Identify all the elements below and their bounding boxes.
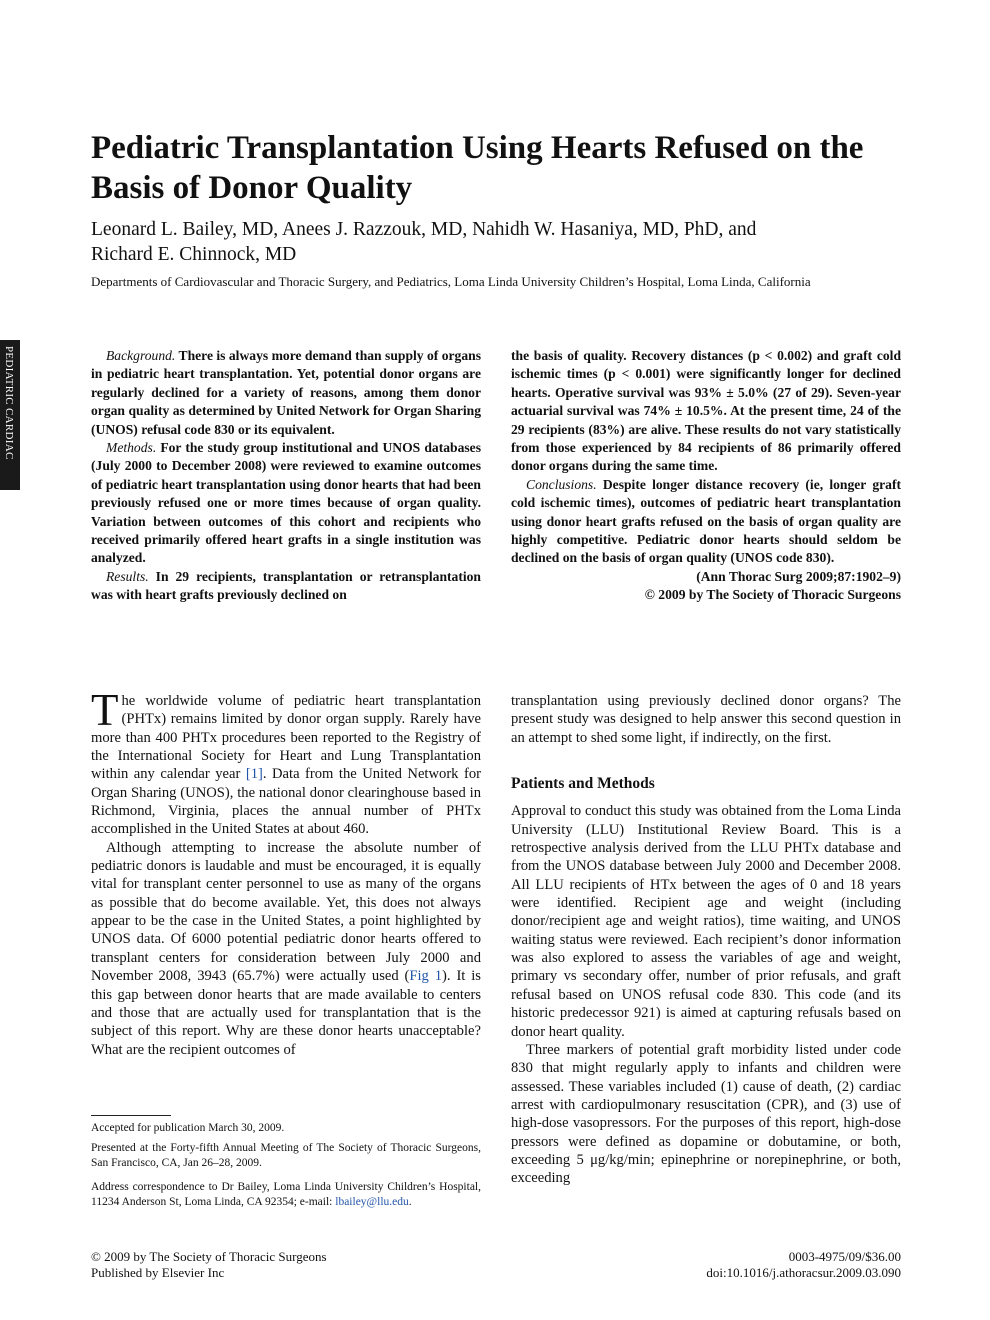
abstract-results-cont: the basis of quality. Recovery distances (p < 0.002) and graft cold ischemic times (p < 0.001) were significantly longer for declined hearts. Operative survival was 93% ± 5.0% (27 of 29). Seven-year actuarial survival was 74% ± 10.5%. At the present time, 24 of the 29 recipients (83%) are alive. These results do not vary statistically from those experienced by 84 recipients of 86 primarily offered donor organs during the same time.	[511, 348, 901, 474]
results-label: Results.	[106, 568, 149, 584]
copyright-line: © 2009 by The Society of Thoracic Surgeons	[91, 1249, 327, 1264]
abstract-left-column	[91, 347, 481, 605]
author-list	[91, 217, 911, 267]
drop-cap: T	[91, 685, 119, 735]
footnote-accepted: Accepted for publication March 30, 2009.	[91, 1122, 285, 1134]
article-title: Pediatric Transplantation Using Hearts Refused on the Basis of Donor Quality	[91, 130, 864, 206]
publisher-line: Published by Elsevier Inc	[91, 1264, 225, 1280]
abstract-copyright: © 2009 by The Society of Thoracic Surgeons	[644, 587, 901, 603]
doi-line: doi:10.1016/j.athoracsur.2009.03.090	[706, 1264, 901, 1280]
abstract-methods: Methods. For the study group institutional and UNOS databases (July 2000 to December 2008) were reviewed to examine outcomes of pediatric heart transplantation using donor hearts that had been previously refused one or more times because of organ quality. Variation between outcomes of this cohort and recipients who received primarily offered heart grafts in a single institution was analyzed.	[91, 440, 481, 566]
abstract-conclusions: Conclusions. Despite longer distance recovery (ie, longer graft cold ischemic times), outcomes of pediatric heart transplantation using donor heart grafts refused on the basis of organ quality are highly competitive. Pediatric donor hearts should seldom be declined on the basis of organ quality (UNOS code 830).	[511, 476, 901, 566]
authors-line-2: Richard E. Chinnock, MD	[91, 244, 297, 265]
body-left-column	[91, 685, 481, 1059]
figure-link-1[interactable]: Fig 1	[409, 968, 443, 985]
footnote-address: Address correspondence to Dr Bailey, Loma Linda University Children’s Hospital, 11234 Anderson St, Loma Linda, CA 92354; e-mail: lbailey@llu.edu.	[91, 1181, 481, 1208]
abstract-results: Results. In 29 recipients, transplantation or retransplantation was with heart grafts previously declined on	[91, 568, 481, 603]
reference-link-1[interactable]: [1]	[245, 766, 263, 783]
publisher-info	[91, 1249, 327, 1280]
journal-citation: (Ann Thorac Surg 2009;87:1902–9)	[696, 568, 901, 584]
issn-line: 0003-4975/09/$36.00	[788, 1249, 901, 1264]
methods-paragraph-1: Approval to conduct this study was obtained from the Loma Linda University (LLU) Institutional Review Board. This is a retrospective analysis derived from the LLU PHTx database and from the UNOS database between July 2000 and December 2008. All LLU recipients of HTx between the ages of 0 and 18 years were identified. Recipient age and weight (including donor/recipient age and weight ratios), time waiting, and UNOS waiting status were reviewed. Each recipient’s donor information was also explored to assess the variables of age and weight, primary vs secondary offer, number of prior refusals, and graft refusal based on UNOS refusal code 830. This code (and its historic predecessor 921) is aimed at capturing refusals based on donor heart quality.	[511, 803, 901, 1040]
footnote-divider	[91, 1115, 171, 1116]
authors-line-1: Leonard L. Bailey, MD, Anees J. Razzouk, MD, Nahidh W. Hasaniya, MD, PhD, and	[91, 219, 757, 240]
body-right-column	[511, 692, 901, 1188]
footnote-presented: Presented at the Forty-fifth Annual Meeting of The Society of Thoracic Surgeons, San Francisco, CA, Jan 26–28, 2009.	[91, 1142, 481, 1169]
body-paragraph-2: Although attempting to increase the absolute number of pediatric donors is laudable and must be encouraged, it is equally vital for transplant center personnel to use as many of the organs as possible that do become available. Yet, this does not always appear to be the case in the United States, a point highlighted by UNOS data. Of 6000 potential pediatric donor hearts offered to transplant centers for consideration between July 2000 and November 2008, 3943 (65.7%) were actually used (Fig 1). It is this gap between donor hearts that are made available to centers and those that are actually used for transplantation that is the subject of this report. Why are these donor hearts unacceptable? What are the recipient outcomes of	[91, 839, 481, 1058]
section-side-tab	[0, 340, 20, 490]
doi-info	[706, 1249, 901, 1280]
background-label: Background.	[106, 348, 176, 363]
methods-paragraph-2: Three markers of potential graft morbidity listed under code 830 that might regularly apply to infants and children were assessed. These variables included (1) cause of death, (2) cardiac arrest with cardiopulmonary resuscitation (CPR), and (3) use of high-dose vasopressors. For the purposes of this report, high-dose pressors were defined as dopamine or dobutamine, or both, exceeding 5 μg/kg/min; epinephrine or norepinephrine, or both, exceeding	[511, 1041, 901, 1187]
conclusions-label: Conclusions.	[526, 476, 597, 492]
intro-paragraph: The worldwide volume of pediatric heart transplantation (PHTx) remains limited by donor organ supply. Rarely have more than 400 PHTx procedures been reported to the Registry of the International Society for Heart and Lung Transplantation within any calendar year [1]. Data from the United Network for Organ Sharing (UNOS), the national donor clearinghouse based in Richmond, Virginia, places the annual number of PHTx accomplished in the United States at about 460.	[91, 685, 481, 838]
intro-continuation: transplantation using previously declined donor organs? The present study was designed to help answer this second question in an attempt to shed some light, if indirectly, on the first.	[511, 693, 901, 746]
side-tab-label: PEDIATRIC CARDIAC	[3, 346, 15, 460]
affiliation: Departments of Cardiovascular and Thoracic Surgery, and Pediatrics, Loma Linda University Children’s Hospital, Loma Linda, California	[91, 274, 811, 289]
section-heading: Patients and Methods	[511, 775, 655, 793]
methods-label: Methods.	[106, 440, 157, 456]
email-link[interactable]: lbailey@llu.edu	[335, 1196, 409, 1208]
abstract-background: Background. There is always more demand than supply of organs in pediatric heart transplantation. Yet, potential donor organs are regularly declined for a variety of reasons, among them donor organ quality as determined by United Network for Organ Sharing (UNOS) refusal code 830 or its equivalent.	[91, 348, 481, 437]
abstract-right-column	[511, 347, 901, 605]
